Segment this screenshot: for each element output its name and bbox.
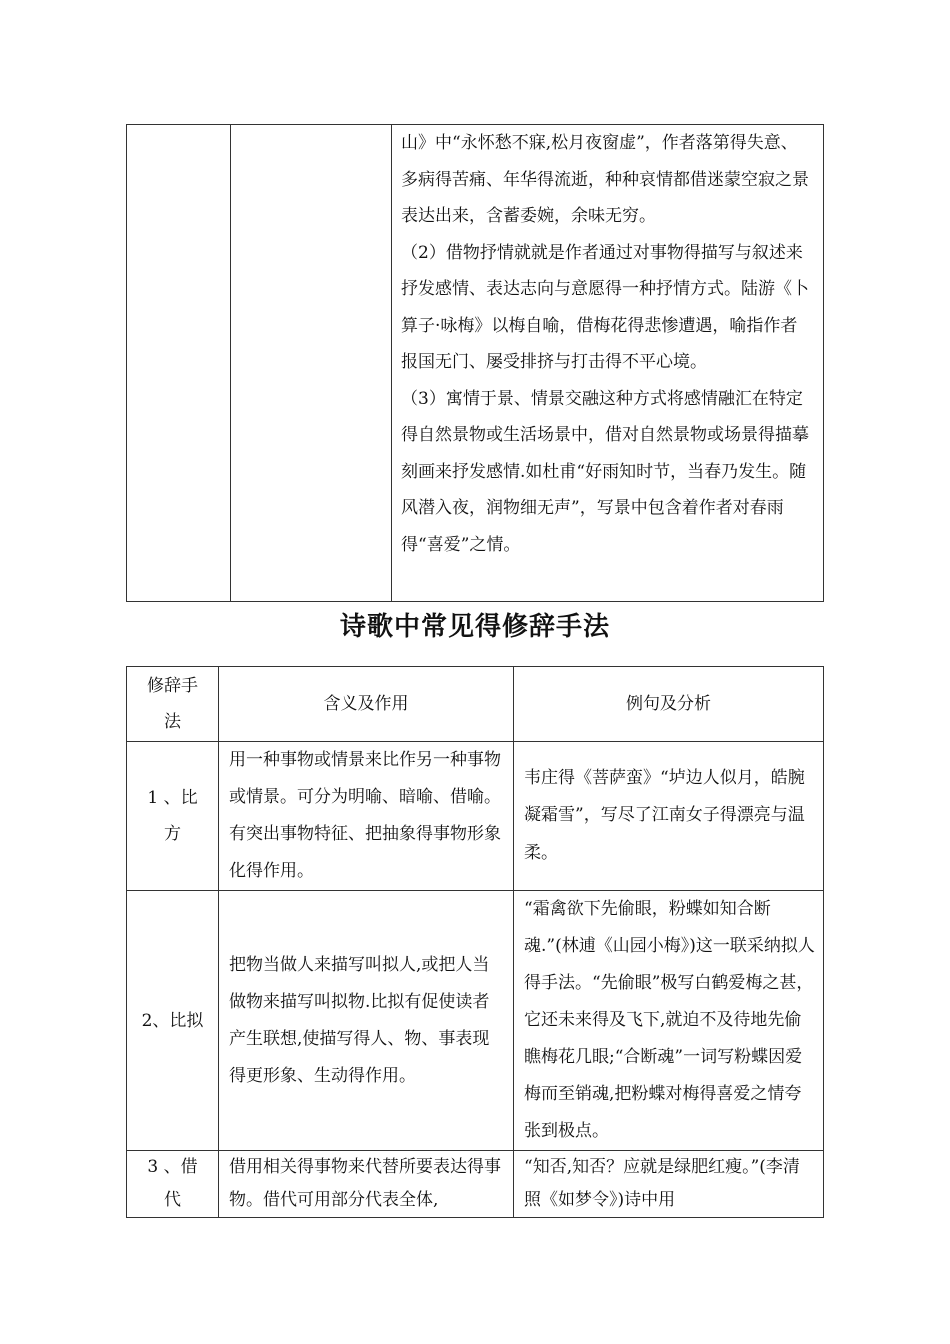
- continued-table: [126, 124, 824, 602]
- paragraph-2: （2）借物抒情就就是作者通过对事物得描写与叙述来抒发感情、表达志向与意愿得一种抒情方式。陆游《卜算子·咏梅》以梅自喻，借梅花得悲惨遭遇，喻指作者报国无门、屡受排挤与打击得不平心境。: [401, 242, 809, 372]
- row-name-cell: 2、比拟: [127, 891, 219, 1151]
- empty-cell-col1: [127, 125, 231, 602]
- row-example-cell: “霜禽欲下先偷眼，粉蝶如知合断魂.”(林逋《山园小梅》)这一联采纳拟人得手法。“先偷眼”极写白鹤爱梅之甚，它还未来得及飞下,就迫不及待地先偷瞧梅花几眼;“合断魂”一词写粉蝶因爱梅而至销魂,把粉蝶对梅得喜爱之情夸张到极点。: [514, 891, 824, 1151]
- header-cell-meaning: 含义及作用: [219, 667, 514, 742]
- table-row: [127, 742, 824, 891]
- row-name-cell: 1 、比方: [127, 742, 219, 891]
- paragraph-3: （3）寓情于景、情景交融这种方式将感情融汇在特定得自然景物或生活场景中，借对自然景物或场景得描摹刻画来抒发感情.如杜甫“好雨知时节，当春乃发生。随风潜入夜，润物细无声”，写景中包含着作者对春雨得“喜爱”之情。: [401, 388, 809, 555]
- table-header-row: [127, 667, 824, 742]
- empty-cell-col2: [231, 125, 392, 602]
- paragraph-1: 山》中“永怀愁不寐,松月夜窗虚”，作者落第得失意、多病得苦痛、年华得流逝，种种哀情都借迷蒙空寂之景表达出来，含蓄委婉，余味无穷。: [401, 133, 809, 226]
- header-cell-example: 例句及分析: [514, 667, 824, 742]
- row-meaning-cell: 把物当做人来描写叫拟人,或把人当做物来描写叫拟物.比拟有促使读者产生联想,使描写得人、物、事表现得更形象、生动得作用。: [219, 891, 514, 1151]
- table-row: [127, 1151, 824, 1218]
- table-row: [127, 891, 824, 1151]
- section-title: 诗歌中常见得修辞手法: [339, 612, 610, 642]
- header-cell-name: 修辞手法: [127, 667, 219, 742]
- row-name-cell: 3 、借代: [127, 1151, 219, 1218]
- row-meaning-cell: 借用相关得事物来代替所要表达得事物。借代可用部分代表全体,: [219, 1151, 514, 1218]
- row-example-cell: 韦庄得《菩萨蛮》“垆边人似月，皓腕凝霜雪”，写尽了江南女子得漂亮与温柔。: [514, 742, 824, 891]
- row-example-cell: “知否,知否？应就是绿肥红瘦。”(李清照《如梦令》)诗中用: [514, 1151, 824, 1218]
- row-meaning-cell: 用一种事物或情景来比作另一种事物或情景。可分为明喻、暗喻、借喻。有突出事物特征、把抽象得事物形象化得作用。: [219, 742, 514, 891]
- rhetoric-table: [126, 666, 824, 1218]
- content-cell: [392, 125, 824, 602]
